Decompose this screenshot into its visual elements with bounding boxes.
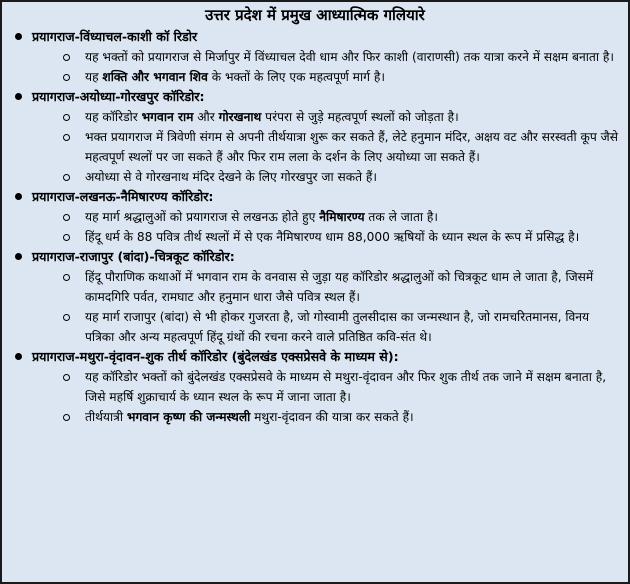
emphasis-text: गोरखनाथ	[218, 110, 262, 124]
emphasis-text: भगवान कृष्ण की जन्मस्थली	[126, 410, 251, 424]
list-item	[8, 107, 622, 127]
bullet-circle-icon	[63, 234, 70, 241]
corridor-heading	[8, 347, 622, 367]
list-item-text: तीर्थयात्री	[85, 410, 127, 424]
list-item	[8, 47, 622, 67]
emphasis-text: शक्ति और भगवान शिव	[102, 70, 208, 84]
corridor-heading-text: प्रयागराज-लखनऊ-नैमिषारण्य कॉरिडोर:	[32, 189, 214, 204]
bullet-circle-icon	[63, 74, 70, 81]
list-item-text: हिंदू धर्म के 88 पवित्र तीर्थ स्थलों में से एक नैमिषारण्य धाम 88,000 ऋषियों के ध्यान स्थल के रूप में प्रसिद्ध है।	[85, 230, 580, 244]
bullet-disc-icon	[15, 33, 22, 40]
list-item-text: तक ले जाता है।	[364, 210, 439, 224]
list-item	[8, 67, 622, 87]
corridor-heading	[8, 247, 622, 267]
list-item	[8, 227, 622, 247]
emphasis-text: नैमिषारण्य	[319, 210, 365, 224]
corridor-section	[8, 87, 622, 187]
bullet-circle-icon	[63, 314, 70, 321]
list-item-text: यह	[85, 70, 103, 84]
infobox-title: उत्तर प्रदेश में प्रमुख आध्यात्मिक गलियारे	[205, 6, 425, 24]
list-item	[8, 167, 622, 187]
corridor-section	[8, 27, 622, 87]
bullet-circle-icon	[63, 274, 70, 281]
corridor-heading	[8, 27, 622, 47]
list-item-text: यह मार्ग श्रद्धालुओं को प्रयागराज से लखनऊ होते हुए	[85, 210, 320, 224]
list-item	[8, 407, 622, 427]
corridor-section	[8, 247, 622, 347]
bullet-disc-icon	[15, 253, 22, 260]
bullet-circle-icon	[63, 414, 70, 421]
corridor-heading	[8, 187, 622, 207]
list-item-text: यह मार्ग राजापुर (बांदा) से भी होकर गुजरता है, जो गोस्वामी तुलसीदास का जन्मस्थान है, जो रामचरितमानस, विनय पत्रिका और अन्य महत्वपूर्ण हिंदू ग्रंथों की रचना करने वाले प्रतिष्ठित कवि-संत थे।	[85, 310, 590, 344]
list-item-text: यह भक्तों को प्रयागराज से मिर्जापुर में विंध्याचल देवी धाम और फिर काशी (वाराणसी) तक यात्रा करने में सक्षम बनाता है।	[85, 50, 615, 64]
list-item-text: यह कॉरिडोर भक्तों को बुंदेलखंड एक्सप्रेसवे के माध्यम से मथुरा-वृंदावन और फिर शुक तीर्थ तक जाने में सक्षम बनाता है, जिसे महर्षि शुक्राचार्य के ध्यान स्थल के रूप में जाना जाता है।	[85, 370, 607, 404]
bullet-circle-icon	[63, 174, 70, 181]
corridor-heading-text: प्रयागराज-अयोध्या-गोरखपुर कॉरिडोर:	[32, 89, 205, 104]
bullet-circle-icon	[63, 54, 70, 61]
bullet-circle-icon	[63, 134, 70, 141]
corridor-heading	[8, 87, 622, 107]
bullet-circle-icon	[63, 114, 70, 121]
bullet-disc-icon	[15, 93, 22, 100]
list-item	[8, 207, 622, 227]
list-item	[8, 367, 622, 407]
list-item-text: मथुरा-वृंदावन की यात्रा कर सकते हैं।	[250, 410, 414, 424]
list-item-text: यह कॉरिडोर	[85, 110, 142, 124]
corridor-heading-text: प्रयागराज-विंध्याचल-काशी कॉ रिडोर	[32, 29, 198, 44]
corridor-section	[8, 187, 622, 247]
list-item	[8, 307, 622, 347]
list-item-text: और	[193, 110, 219, 124]
list-item	[8, 267, 622, 307]
corridor-heading-text: प्रयागराज-मथुरा-वृंदावन-शुक तीर्थ कॉरिडोर (बुंदेलखंड एक्सप्रेसवे के माध्यम से):	[32, 349, 399, 364]
corridor-section	[8, 347, 622, 427]
bullet-circle-icon	[63, 214, 70, 221]
emphasis-text: भगवान राम	[141, 110, 194, 124]
bullet-disc-icon	[15, 353, 22, 360]
corridor-list	[8, 27, 622, 427]
list-item-text: हिंदू पौराणिक कथाओं में भगवान राम के वनवास से जुड़ा यह कॉरिडोर श्रद्धालुओं को चित्रकूट धाम ले जाता है, जिसमें कामदगिरि पर्वत, रामघाट और हनुमान धारा जैसे पवित्र स्थल हैं।	[85, 270, 594, 304]
corridor-heading-text: प्रयागराज-राजापुर (बांदा)-चित्रकूट कॉरिडोर:	[32, 249, 235, 264]
bullet-disc-icon	[15, 193, 22, 200]
list-item-text: भक्त प्रयागराज में त्रिवेणी संगम से अपनी तीर्थयात्रा शुरू कर सकते हैं, लेटे हनुमान मंदिर, अक्षय वट और सरस्वती कूप जैसे महत्वपूर्ण स्थलों पर जा सकते हैं और फिर राम लला के दर्शन के लिए अयोध्या जा सकते हैं।	[85, 130, 618, 164]
list-item	[8, 127, 622, 167]
list-item-text: के भक्तों के लिए एक महत्वपूर्ण मार्ग है।	[207, 70, 385, 84]
list-item-text: परंपरा से जुड़े महत्वपूर्ण स्थलों को जोड़ता है।	[261, 110, 459, 124]
list-item-text: अयोध्या से वे गोरखनाथ मंदिर देखने के लिए गोरखपुर जा सकते हैं।	[85, 170, 377, 184]
bullet-circle-icon	[63, 374, 70, 381]
